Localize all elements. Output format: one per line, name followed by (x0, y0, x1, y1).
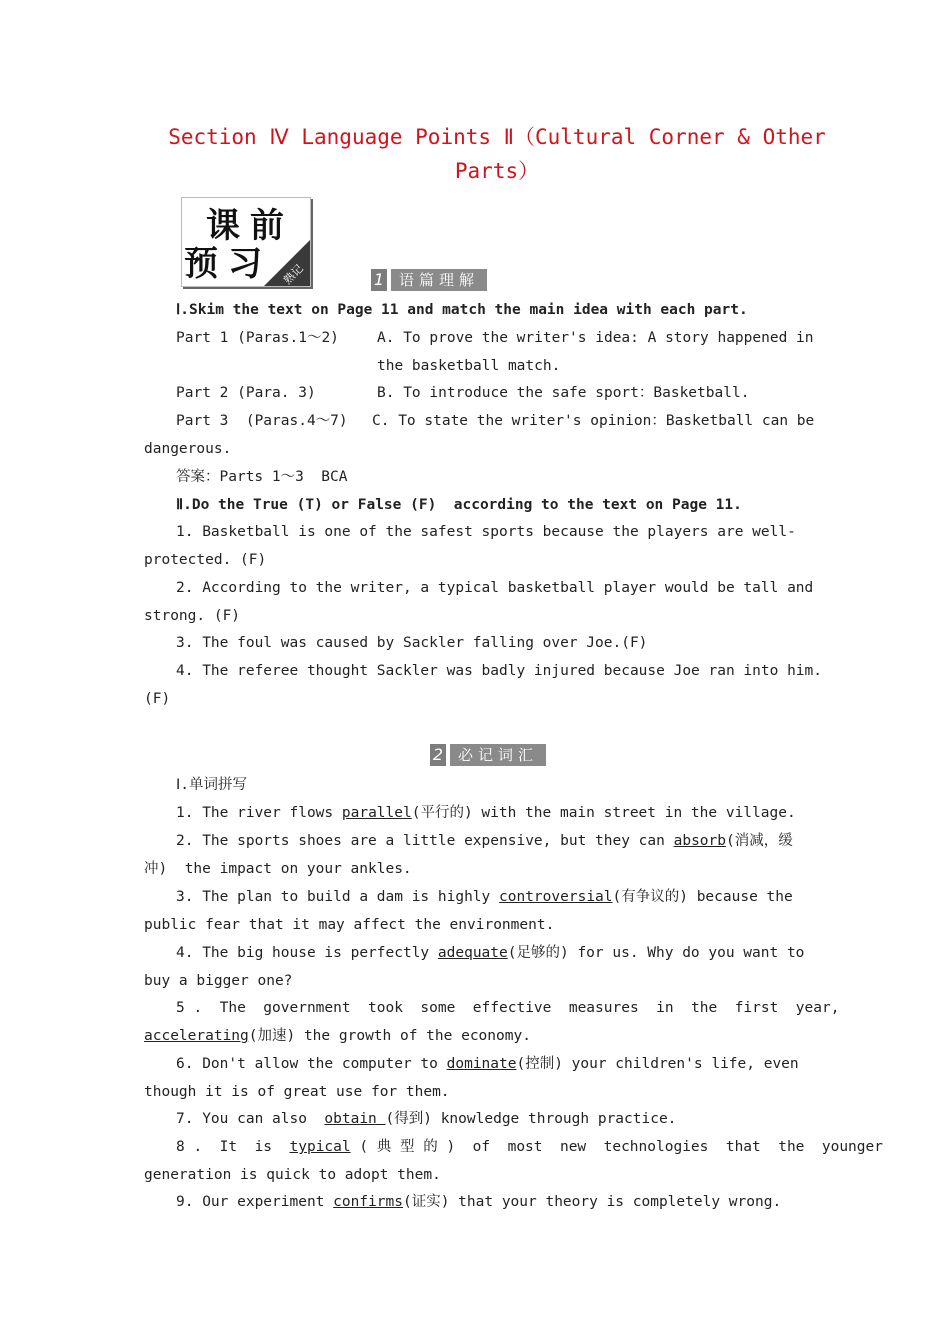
section-number: 1 (371, 269, 387, 291)
vocab-item-8 (176, 1137, 883, 1157)
vocab-text: (平行的) with the main street in the village. (411, 805, 796, 821)
vocab-text: 2. The sports shoes are a little expensive, but they can (176, 833, 674, 849)
vocab-answer: confirms (333, 1194, 403, 1210)
section-label: 必记词汇 (450, 744, 546, 766)
option-c-line-1: C. To state the writer's opinion：Basketball can be (372, 413, 815, 429)
vocab-text: ( 典 型 的 ) of most new technologies that the younger (350, 1139, 883, 1155)
vocab-item-5-line-2 (144, 1026, 806, 1046)
vocab-answer: absorb (673, 833, 726, 849)
section-label: 语篇理解 (391, 269, 487, 291)
badge-corner-label: 熟记 (280, 261, 306, 287)
vocab-item-3 (176, 887, 806, 907)
preview-badge (181, 197, 311, 287)
vocab-text: (有争议的) because the (612, 889, 793, 905)
part-2-label: Part 2 (Para. 3) (176, 385, 316, 401)
vocab-item-6-line-2: though it is of great use for them. (144, 1084, 450, 1100)
vocab-item-4-line-2: buy a bigger one? (144, 973, 293, 989)
vocab-item-5: 5 . The government took some effective measures in the first year, (176, 1000, 840, 1016)
option-b: B. To introduce the safe sport：Basketball. (377, 385, 750, 401)
section-header-vocabulary (430, 744, 546, 766)
vocab-item-4 (176, 943, 806, 963)
question-1-title: Ⅰ.Skim the text on Page 11 and match the main idea with each part. (176, 302, 748, 318)
vocab-text: (足够的) for us. Why do you want to (507, 945, 805, 961)
vocab-item-8-line-2: generation is quick to adopt them. (144, 1167, 441, 1183)
vocab-item-2-line-2: 冲) the impact on your ankles. (144, 861, 412, 877)
badge-line-2: 预习 (184, 244, 272, 284)
vocab-item-6 (176, 1054, 806, 1074)
vocab-item-9 (176, 1192, 806, 1212)
tf-item-2-line-2: strong. (F) (144, 608, 241, 624)
title-line-2: Parts） (454, 159, 540, 183)
tf-item-4-line-2: (F) (144, 691, 171, 707)
vocab-text: (加速) the growth of the economy. (248, 1028, 531, 1044)
tf-item-2-line-1: 2. According to the writer, a typical basketball player would be tall and (176, 580, 814, 596)
option-a-line-1: A. To prove the writer's idea: A story happened in (377, 330, 814, 346)
vocab-text: (控制) your children's life, even (516, 1056, 799, 1072)
vocab-text: 7. You can also (176, 1111, 325, 1127)
vocab-answer: typical (289, 1139, 351, 1155)
tf-item-1-line-2: protected. (F) (144, 552, 267, 568)
section-number: 2 (430, 744, 446, 766)
vocab-text: 1. The river flows (176, 805, 342, 821)
part-1-label: Part 1 (Paras.1～2) (176, 330, 339, 346)
page-title (144, 120, 850, 188)
vocab-answer: dominate (446, 1056, 517, 1072)
vocab-item-7 (176, 1109, 806, 1129)
vocab-item-3-line-2: public fear that it may affect the environment. (144, 917, 555, 933)
vocab-text: 4. The big house is perfectly (176, 945, 438, 961)
option-a-line-2: the basketball match. (377, 358, 561, 374)
vocab-answer: parallel (341, 805, 412, 821)
answer-line: 答案：Parts 1～3 BCA (176, 469, 348, 485)
question-2-title: Ⅱ.Do the True (T) or False (F) according to the text on Page 11. (176, 497, 742, 513)
vocab-item-1 (176, 803, 806, 823)
vocab-text: 3. The plan to build a dam is highly (176, 889, 500, 905)
section-header-reading (371, 269, 487, 291)
vocab-text: (证实) that your theory is completely wrong. (402, 1194, 782, 1210)
tf-item-4-line-1: 4. The referee thought Sackler was badly injured because Joe ran into him. (176, 663, 823, 679)
vocab-text: 8 . It is (176, 1139, 290, 1155)
vocab-text: (消减，缓 (726, 833, 793, 849)
vocab-answer: adequate (437, 945, 508, 961)
badge-line-1: 课前 (206, 206, 294, 246)
title-line-1: Section Ⅳ Language Points Ⅱ（Cultural Corner & Other (168, 125, 826, 149)
vocab-answer: accelerating (144, 1028, 249, 1044)
part-3-label: Part 3 (Paras.4～7) (176, 413, 348, 429)
vocab-answer: controversial (499, 889, 613, 905)
vocab-text: 6. Don't allow the computer to (176, 1056, 447, 1072)
vocab-answer: obtain (324, 1111, 386, 1127)
vocab-text: (得到) knowledge through practice. (385, 1111, 677, 1127)
tf-item-1-line-1: 1. Basketball is one of the safest sports because the players are well- (176, 524, 796, 540)
tf-item-3-line-1: 3. The foul was caused by Sackler falling over Joe.(F) (176, 635, 648, 651)
vocab-subtitle: Ⅰ.单词拼写 (176, 777, 248, 793)
vocab-item-2 (176, 831, 806, 851)
option-c-line-2: dangerous. (144, 441, 232, 457)
vocab-text: 9. Our experiment (176, 1194, 334, 1210)
